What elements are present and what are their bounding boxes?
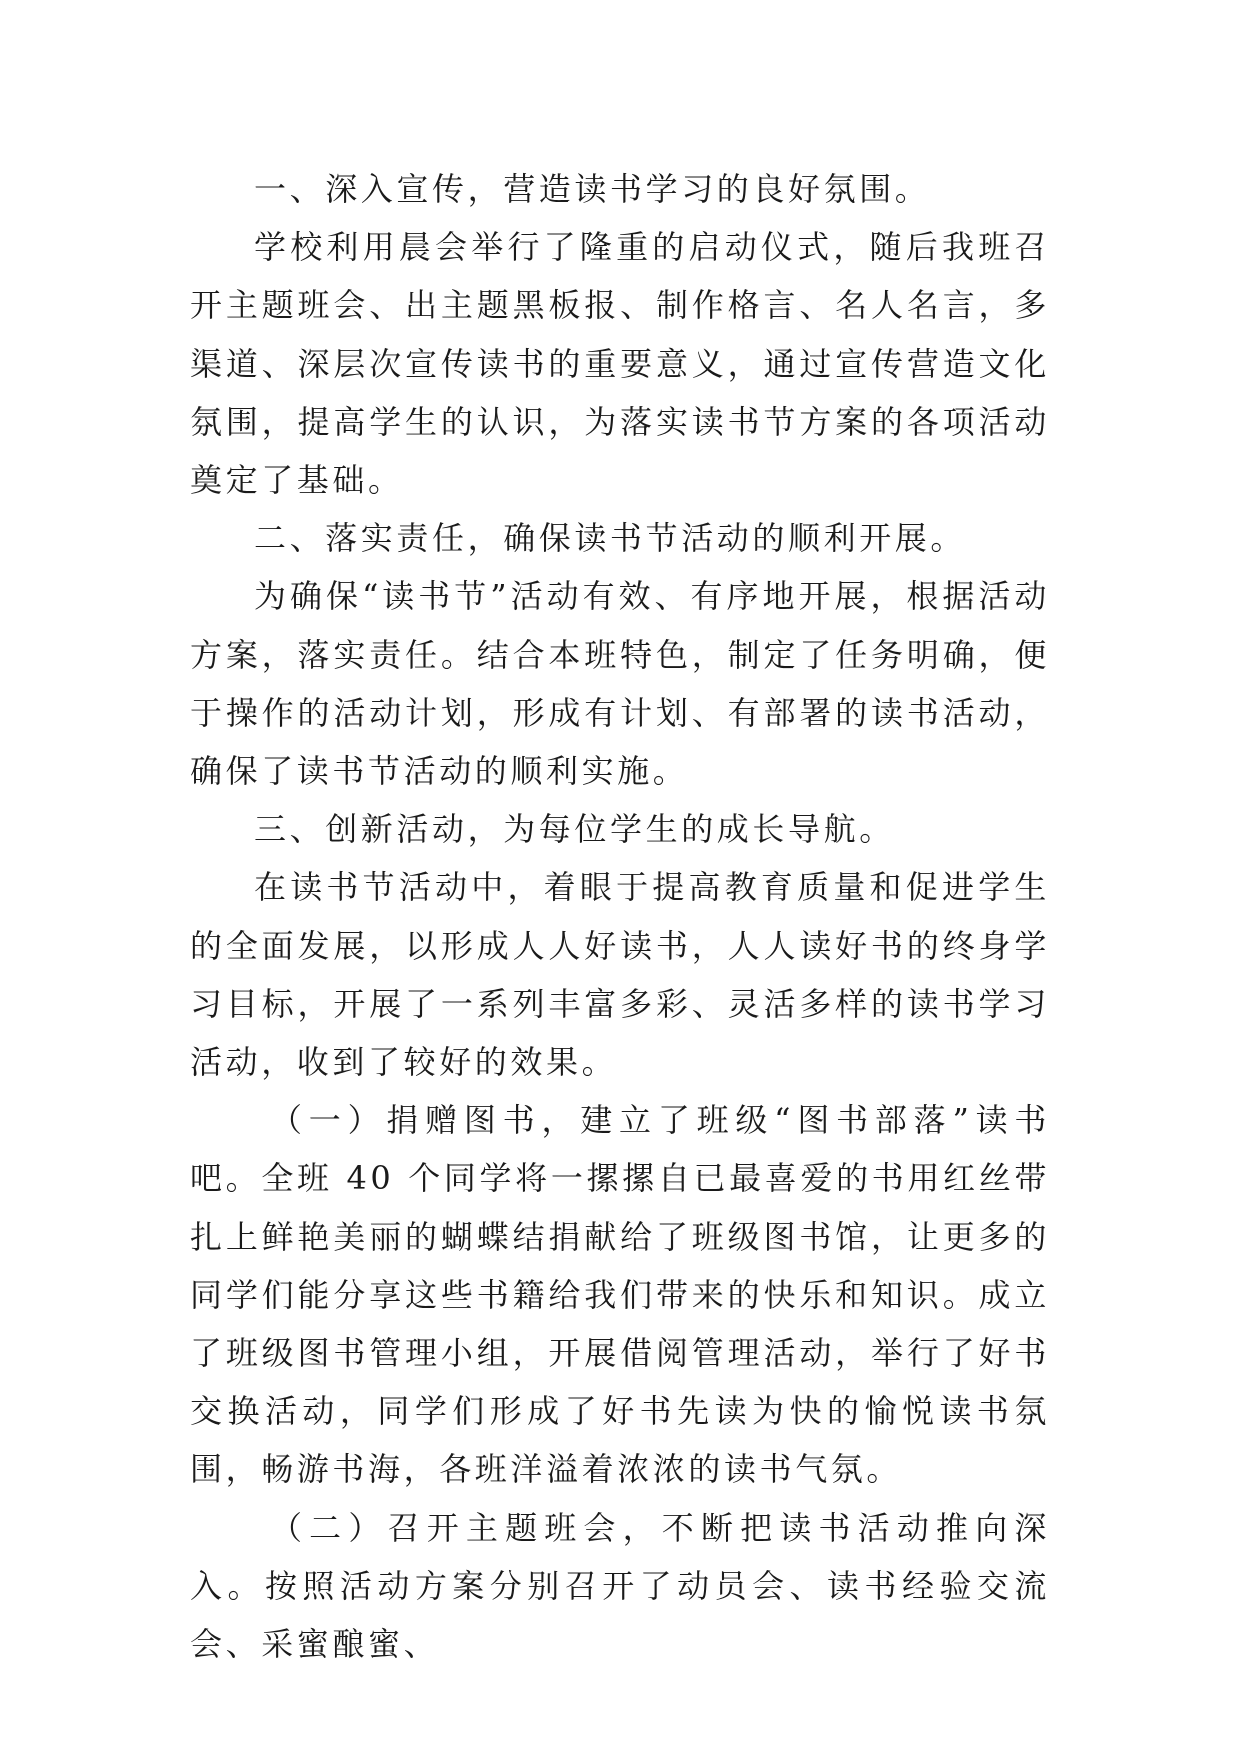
- subsection-2: （二）召开主题班会，不断把读书活动推向深入。按照活动方案分别召开了动员会、读书经验交流会、采蜜酿蜜、: [190, 1508, 1050, 1664]
- document-body: [190, 160, 1050, 1673]
- paragraph-2: 为确保“读书节”活动有效、有序地开展，根据活动方案，落实责任。结合本班特色，制定了任务明确，便于操作的活动计划，形成有计划、有部署的读书活动，确保了读书节活动的顺利实施。: [190, 577, 1050, 791]
- paragraph-1: 学校利用晨会举行了隆重的启动仪式，随后我班召开主题班会、出主题黑板报、制作格言、名人名言，多渠道、深层次宣传读书的重要意义，通过宣传营造文化氛围，提高学生的认识，为落实读书节方案的各项活动奠定了基础。: [190, 228, 1050, 500]
- section-heading-2: 二、落实责任，确保读书节活动的顺利开展。: [254, 519, 967, 558]
- section-heading-1: 一、深入宣传，营造读书学习的良好氛围。: [254, 170, 931, 208]
- section-heading-3: 三、创新活动，为每位学生的成长导航。: [254, 810, 895, 849]
- paragraph-3: 在读书节活动中，着眼于提高教育质量和促进学生的全面发展，以形成人人好读书，人人读好书的终身学习目标，开展了一系列丰富多彩、灵活多样的读书学习活动，收到了较好的效果。: [190, 868, 1050, 1082]
- subsection-1: （一）捐赠图书，建立了班级“图书部落”读书吧。全班 40 个同学将一摞摞自已最喜爱的书用红丝带扎上鲜艳美丽的蝴蝶结捐献给了班级图书馆，让更多的同学们能分享这些书籍给我们带来的快乐和知识。成立了班级图书管理小组，开展借阅管理活动，举行了好书交换活动，同学们形成了好书先读为快的愉悦读书氛围，畅游书海，各班洋溢着浓浓的读书气氛。: [190, 1101, 1050, 1489]
